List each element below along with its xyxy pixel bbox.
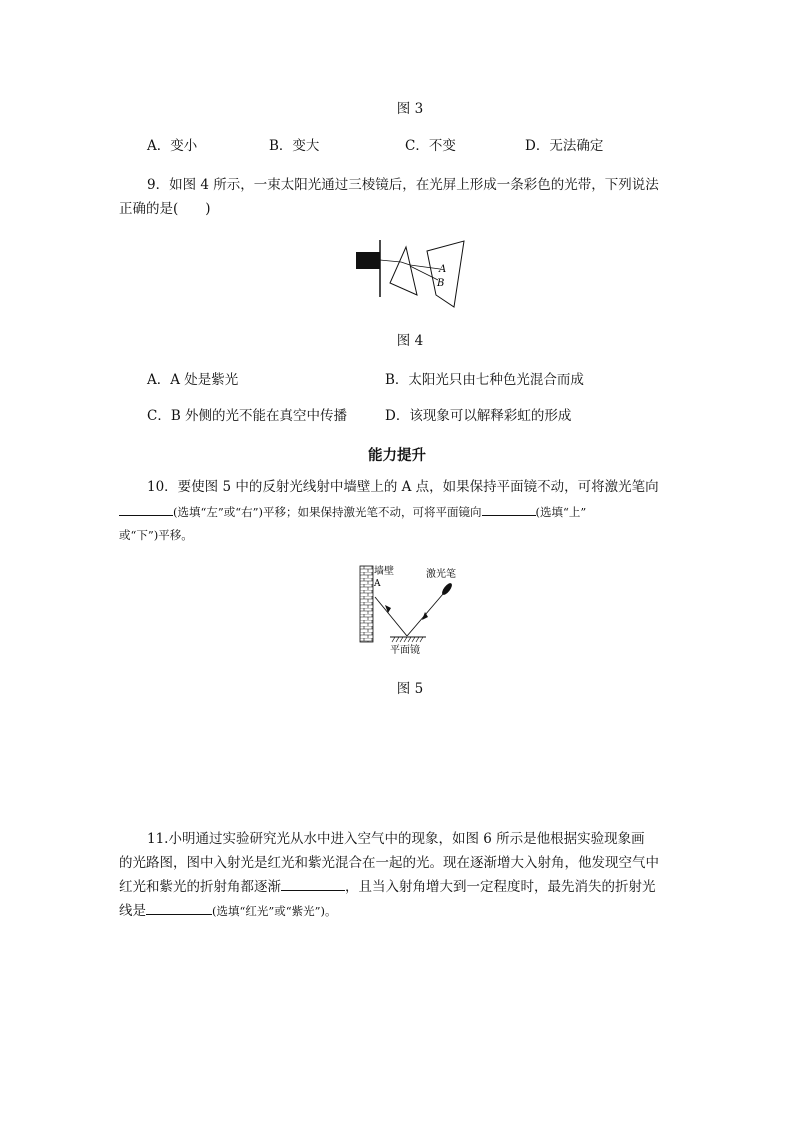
incident-ray (380, 260, 401, 262)
figure-5-reflection-diagram (352, 560, 472, 660)
q11-text-line2: 的光路图，图中入射光是红光和紫光混合在一起的光。现在逐渐增大入射角，他发现空气中 (119, 855, 659, 871)
q10-text-line2: (选填“左”或“右”)平移；如果保持激光笔不动，可将平面镜向 (选填“上” (119, 503, 586, 521)
point-a-label: A (374, 579, 381, 589)
mirror-label: 平面镜 (390, 645, 420, 656)
label-b: B (437, 278, 445, 289)
answer-blank-1[interactable] (119, 503, 173, 516)
q9-option-a: A．A 处是紫光 (147, 372, 239, 388)
option-a: A．变小 (147, 138, 198, 154)
answer-blank-2[interactable] (482, 503, 536, 516)
label-a: A (439, 264, 447, 275)
section-title: 能力提升 (368, 448, 426, 464)
q9-text-line1: 9．如图 4 所示，一束太阳光通过三棱镜后，在光屏上形成一条彩色的光带，下列说法 (147, 177, 659, 193)
option-c: C．不变 (405, 138, 456, 154)
option-d: D．无法确定 (525, 138, 604, 154)
answer-blank-3[interactable] (281, 878, 345, 891)
reflected-ray-arrow (385, 605, 391, 613)
laser-pen-label: 激光笔 (426, 569, 456, 580)
wall-label: 墙壁 (374, 566, 394, 577)
ray-inside-prism (401, 262, 410, 265)
figure-5-caption: 图 5 (396, 681, 424, 697)
wall (360, 566, 373, 642)
figure-4-prism-diagram (350, 235, 470, 315)
q10-text-line3: 或“下”)平移。 (119, 528, 193, 542)
figure-4-caption: 图 4 (396, 333, 424, 349)
q9-option-d: D．该现象可以解释彩虹的形成 (385, 408, 572, 424)
figure-3-caption: 图 3 (396, 101, 424, 117)
light-source (356, 252, 380, 269)
prism (390, 247, 417, 295)
q9-text-line2: 正确的是( ) (119, 201, 211, 217)
mirror-hatching (392, 637, 423, 642)
q11-text-line1: 11.小明通过实验研究光从水中进入空气中的现象，如图 6 所示是他根据实验现象画 (147, 831, 645, 847)
option-b: B．变大 (269, 138, 320, 154)
q11-text-line3: 红光和紫光的折射角都逐渐 ，且当入射角增大到一定程度时，最先消失的折射光 (119, 879, 656, 895)
q9-option-c: C．B 外侧的光不能在真空中传播 (147, 408, 348, 424)
q9-option-b: B．太阳光只由七种色光混合而成 (385, 372, 584, 388)
q11-text-line4: 线是 (选填“红光”或“紫光”)。 (119, 903, 337, 919)
q10-text-line1: 10．要使图 5 中的反射光线射中墙壁上的 A 点，如果保持平面镜不动，可将激光笔向 (147, 479, 659, 495)
answer-blank-4[interactable] (146, 902, 212, 915)
reflected-ray (375, 597, 407, 636)
